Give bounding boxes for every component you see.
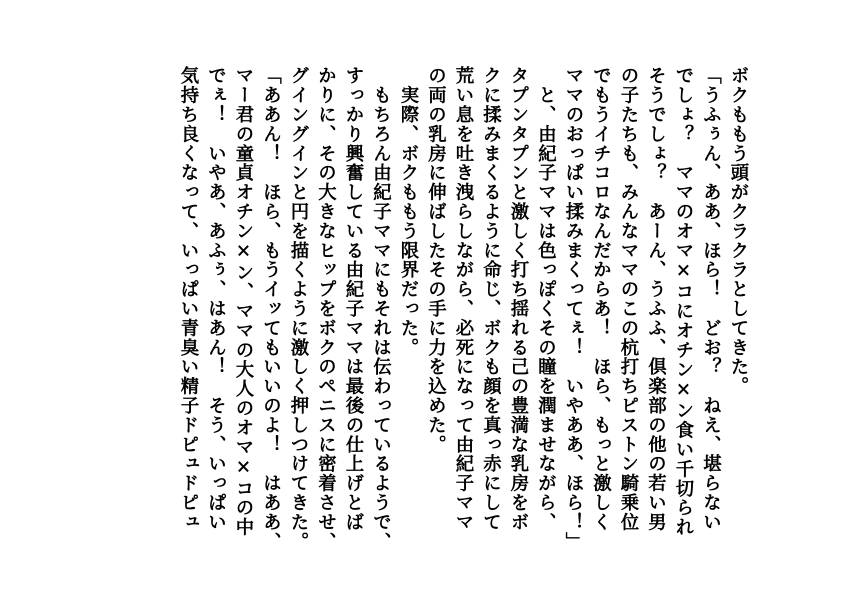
text-line: かりに、その大きなヒップをボクのペニスに密着させ、 [315, 66, 337, 551]
text-line: ボクももう頭がクラクラとしてきた。 [728, 66, 749, 396]
text-line: すっかり興奮している由紀子ママは最後の仕上げとば [343, 66, 364, 532]
text-line: タプンタプンと激しく打ち揺れる己の豊満な乳房をボ [508, 66, 529, 532]
vertical-text-body [72, 66, 752, 576]
text-line: 荒い息を吐き洩らしながら、必死になって由紀子ママ [453, 66, 474, 532]
text-line: ママのおっぱい揉みまくってぇ！ いやああ、ほら！」 [563, 66, 584, 551]
text-line: 気持ち良くなって、いっぱい青臭い精子ドピュドピュ [178, 66, 199, 532]
text-line: でぇ！ いやあ、あふぅ、はあん！ そう、いっぱい [205, 66, 227, 532]
text-line: グイングインと円を描くように激しく押しつけてきた。 [288, 66, 309, 551]
text-line: マー君の童貞オチン×ン、ママの大人のオマ×コの中 [233, 66, 254, 537]
text-line: と、由紀子ママは色っぽくその瞳を潤ませながら、 [535, 66, 557, 532]
text-line: もちろん由紀子ママにもそれは伝わっているようで、 [370, 66, 392, 551]
text-line: でもうイチコロなんだからあ！ ほら、もっと激しく [590, 66, 612, 532]
text-line: の子たちも、みんなママのこの杭打ちピストン騎乗位 [618, 66, 639, 532]
text-line: そうでしょ？ あーん、うふふ、倶楽部の他の若い男 [645, 66, 667, 532]
text-line: の両の乳房に伸ばしたその手に力を込めた。 [425, 66, 447, 454]
text-line: 実際、ボクももう限界だった。 [398, 66, 419, 357]
text-line: 「うふぅん、ああ、ほら！ どお？ ねえ、堪らない [700, 66, 722, 532]
text-line: 「ああん！ ほら、もうイッてもいいのよ！ はああ、 [260, 66, 282, 551]
text-line: でしょ？ ママのオマ×コにオチン×ン食い千切られ [673, 66, 694, 537]
text-line: クに揉みまくるように命じ、ボクも顔を真っ赤にして [480, 66, 502, 532]
